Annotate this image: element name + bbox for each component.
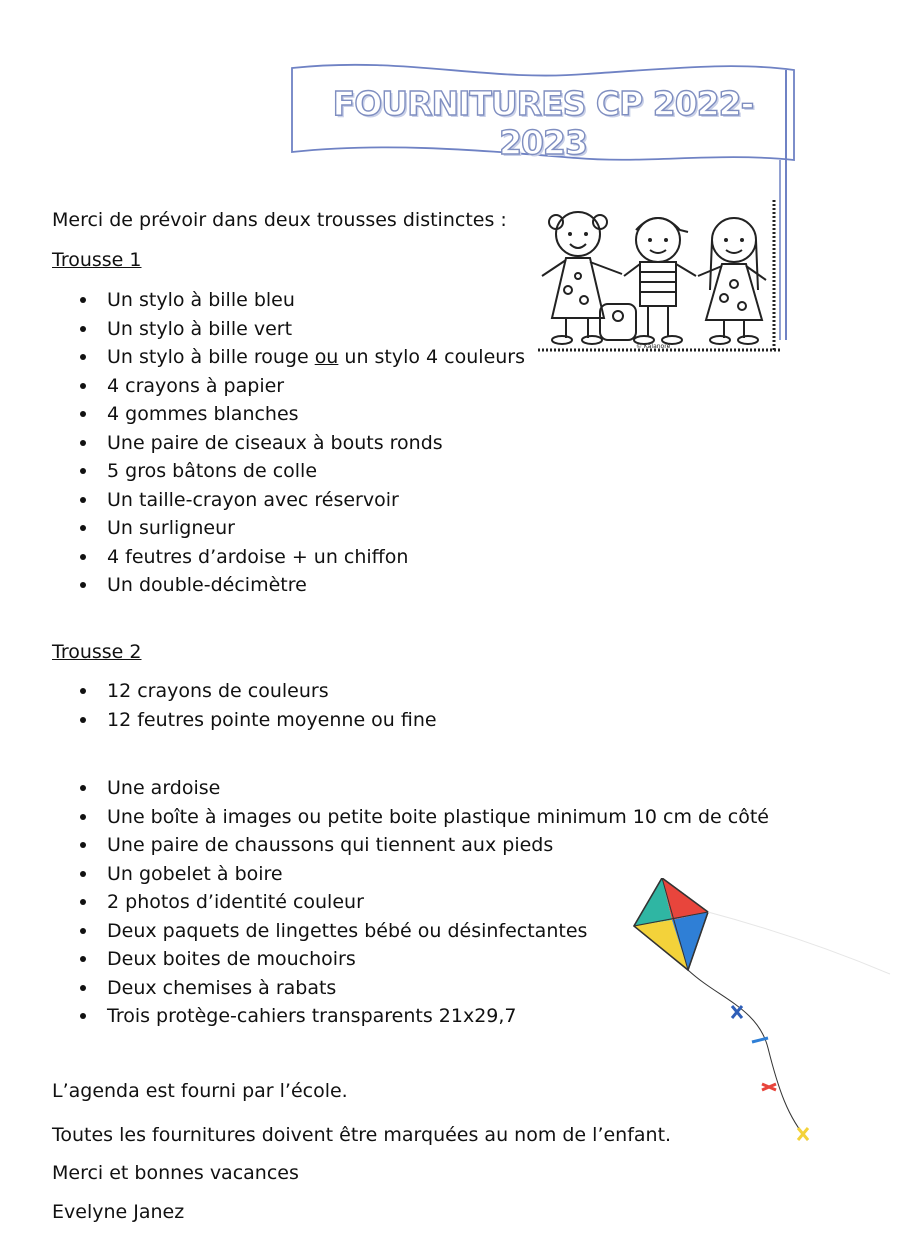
underlined-word: ou — [314, 346, 339, 368]
kite-icon — [628, 878, 898, 1148]
list-item: Une paire de ciseaux à bouts ronds — [52, 429, 525, 458]
list-item: Une ardoise — [52, 774, 769, 803]
list-item: 4 crayons à papier — [52, 372, 525, 401]
list-item: 4 gommes blanches — [52, 400, 525, 429]
list-item: Trois protège-cahiers transparents 21x29,7 — [52, 1002, 769, 1031]
list-item: Un stylo à bille bleu — [52, 286, 525, 315]
list-item — [52, 343, 525, 372]
trousse1-heading: Trousse 1 — [52, 249, 142, 271]
list-item: Un stylo à bille vert — [52, 315, 525, 344]
list-item: Une paire de chaussons qui tiennent aux pieds — [52, 831, 769, 860]
children-holding-hands-icon — [538, 200, 782, 358]
list-item: Un double-décimètre — [52, 571, 525, 600]
trousse2-heading: Trousse 2 — [52, 641, 142, 663]
illustration-credit: © Kalanore — [636, 343, 671, 350]
list-item-text: un stylo 4 couleurs — [338, 346, 526, 368]
closing-line-marking: Toutes les fournitures doivent être marquées au nom de l’enfant. — [52, 1124, 672, 1146]
list-item: Deux boites de mouchoirs — [52, 945, 769, 974]
trousse1-list — [52, 286, 525, 600]
closing-line-agenda: L’agenda est fourni par l’école. — [52, 1080, 348, 1102]
trousse2-list — [52, 677, 437, 734]
intro-text: Merci de prévoir dans deux trousses distinctes : — [52, 209, 507, 231]
list-item: Un gobelet à boire — [52, 860, 769, 889]
list-item: 12 feutres pointe moyenne ou fine — [52, 706, 437, 735]
list-item: 12 crayons de couleurs — [52, 677, 437, 706]
list-item: Deux chemises à rabats — [52, 974, 769, 1003]
kite-illustration — [628, 878, 898, 1148]
signature: Evelyne Janez — [52, 1201, 185, 1223]
list-item: 4 feutres d’ardoise + un chiffon — [52, 543, 525, 572]
closing-line-thanks: Merci et bonnes vacances — [52, 1162, 299, 1184]
list-item: Un surligneur — [52, 514, 525, 543]
list-item-text: Un stylo à bille rouge — [107, 346, 315, 368]
list-item: 2 photos d’identité couleur — [52, 888, 769, 917]
list-item: 5 gros bâtons de colle — [52, 457, 525, 486]
list-item: Un taille-crayon avec réservoir — [52, 486, 525, 515]
list-item: Une boîte à images ou petite boite plastique minimum 10 cm de côté — [52, 803, 769, 832]
page-title: FOURNITURES CP 2022-2023 — [332, 84, 754, 162]
list-item: Deux paquets de lingettes bébé ou désinfectantes — [52, 917, 769, 946]
children-illustration — [538, 200, 782, 358]
